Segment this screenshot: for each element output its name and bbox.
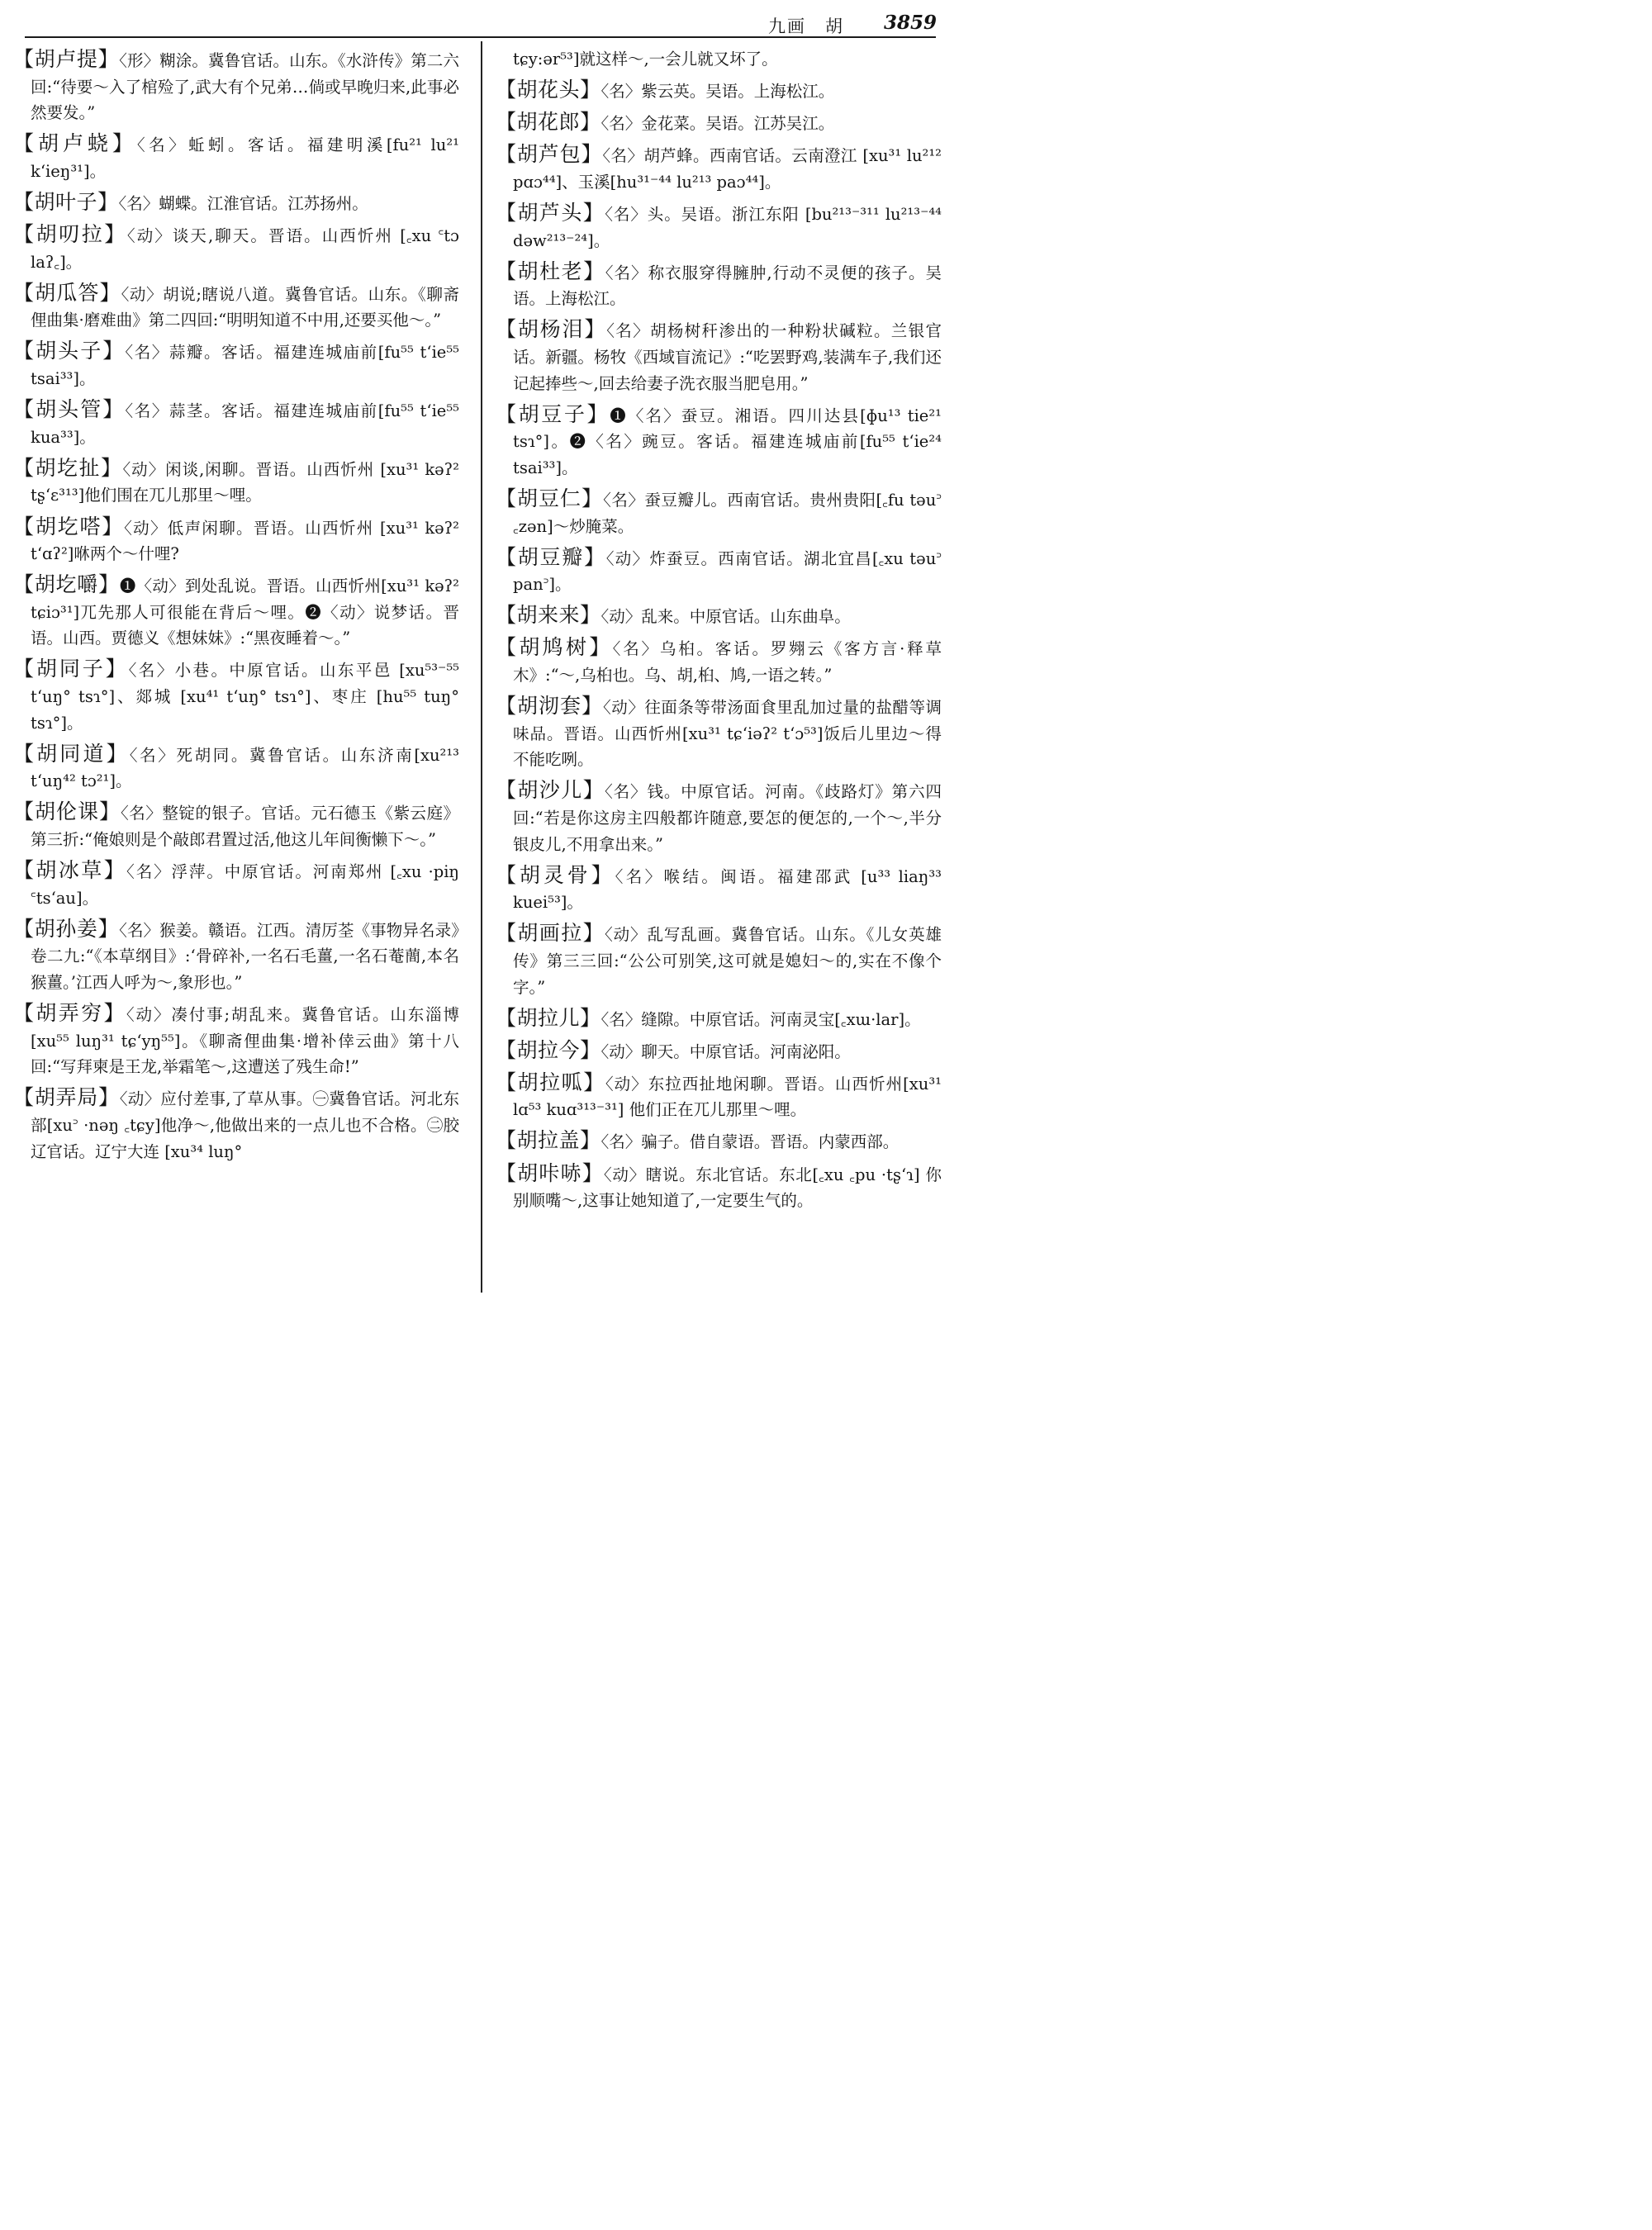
dictionary-entry — [496, 777, 942, 857]
dictionary-entry — [13, 916, 459, 996]
entry-headword: 【胡拉盖】 — [496, 1128, 601, 1153]
dictionary-entry — [496, 316, 942, 396]
entry-definition: 〈名〉蚕豆瓣儿。西南官话。贵州贵阳[꜀fu təu꜄ ꜀zən]～炒腌菜。 — [513, 490, 942, 536]
entry-definition: 〈名〉紫云英。吴语。上海松江。 — [601, 82, 835, 102]
entry-definition: 〈动〉东拉西扯地闲聊。晋语。山西忻州[xu³¹ lɑ⁵³ kuɑ³¹³⁻³¹] 他们正在兀儿那里～哩。 — [513, 1074, 942, 1120]
entry-definition: 〈动〉聊天。中原官话。河南泌阳。 — [601, 1041, 851, 1061]
entry-headword: 【胡沏套】 — [496, 694, 604, 719]
entry-headword: 【胡头管】 — [13, 397, 126, 422]
dictionary-entry — [13, 1000, 459, 1080]
left-column — [13, 46, 459, 1170]
entry-definition: 〈动〉凑付事;胡乱来。冀鲁官话。山东淄博[xu⁵⁵ luŋ³¹ tɕ‘yŋ⁵⁵]。《聊斋俚曲集·增补倖云曲》第十八回:“写拜柬是王龙,举霜笔～,这遭送了残生命!” — [31, 1005, 459, 1077]
entry-headword: 【胡叨拉】 — [13, 222, 127, 247]
entry-headword: 【胡拉今】 — [496, 1037, 601, 1062]
dictionary-entry — [13, 338, 459, 391]
entry-definition: 〈动〉闲谈,闲聊。晋语。山西忻州 [xu³¹ kəʔ² tʂ‘ɛ³¹³]他们围在兀儿那里～哩。 — [31, 459, 459, 505]
entry-headword: 【胡来来】 — [496, 603, 601, 628]
dictionary-entry — [496, 1160, 942, 1214]
dictionary-entry — [13, 221, 459, 275]
dictionary-entry — [496, 486, 942, 539]
entry-headword: 【胡豆仁】 — [496, 486, 604, 510]
entry-headword: 【胡豆瓣】 — [496, 544, 606, 569]
dictionary-entry — [496, 109, 942, 137]
entry-definition: 〈名〉头。吴语。浙江东阳 [bu²¹³⁻³¹¹ lu²¹³⁻⁴⁴ dəw²¹³⁻²⁴]。 — [513, 204, 942, 250]
entry-headword: 【胡豆子】 — [496, 401, 610, 426]
entry-definition: 〈名〉浮萍。中原官话。河南郑州 [꜀xu ·piŋ ꜂ts‘au]。 — [31, 862, 459, 908]
entry-definition: 〈动〉应付差事,了草从事。㊀冀鲁官话。河北东部[xu꜄ ·nəŋ ꜀tɕy]他净～,他做出来的一点儿也不合格。㊁胶辽官话。辽宁大连 [xu³⁴ luŋ° — [31, 1089, 459, 1161]
entry-definition: 〈名〉整锭的银子。官话。元石德玉《紫云庭》第三折:“俺娘则是个敲郎君置过活,他这儿年间衡懒下～。” — [31, 804, 459, 850]
entry-headword: 【胡弄穷】 — [13, 1001, 126, 1026]
entry-definition: ❶〈名〉蚕豆。湘语。四川达县[ɸu¹³ tie²¹ tsɿ°]。❷〈名〉豌豆。客话。福建连城庙前[fu⁵⁵ t‘ie²⁴ tsai³³]。 — [513, 406, 942, 477]
entry-headword: 【胡咔哧】 — [496, 1160, 604, 1185]
entry-definition: ❶〈动〉到处乱说。晋语。山西忻州[xu³¹ kəʔ² tɕiɔ³¹]兀先那人可很能在背后～哩。❷〈动〉说梦话。晋语。山西。贾德义《想妹妹》:“黑夜睡着～。” — [31, 576, 459, 648]
dictionary-entry — [496, 1005, 942, 1033]
entry-definition: 〈名〉称衣服穿得臃肿,行动不灵便的孩子。吴语。上海松江。 — [513, 263, 942, 309]
dictionary-entry — [496, 1070, 942, 1123]
entry-headword: 【胡拉呱】 — [496, 1070, 605, 1094]
entry-definition: 〈名〉缝隙。中原官话。河南灵宝[꜀xɯ·lar]。 — [601, 1009, 921, 1029]
dictionary-entry — [13, 1084, 459, 1165]
entry-headword: 【胡孙姜】 — [13, 916, 120, 941]
dictionary-entry — [496, 200, 942, 254]
entry-definition: 〈名〉猴姜。赣语。江西。清厉荃《事物异名录》卷二九:“《本草纲目》:‘骨碎补,一名石毛薑,一名石菴蕳,本名猴薑。’江西人呼为～,象形也。” — [31, 920, 459, 992]
dictionary-entry — [13, 572, 459, 652]
entry-headword: 【胡杜老】 — [496, 259, 605, 283]
dictionary-entry — [13, 46, 459, 126]
page-header — [25, 8, 936, 38]
entry-definition: 〈名〉蒜茎。客话。福建连城庙前[fu⁵⁵ t‘ie⁵⁵ kua³³]。 — [31, 401, 459, 447]
dictionary-entry — [496, 401, 942, 482]
entry-headword: 【胡圪扯】 — [13, 455, 123, 480]
dictionary-entry — [13, 130, 459, 184]
entry-headword: 【胡冰草】 — [13, 858, 127, 883]
entry-headword: 【胡芦包】 — [496, 142, 603, 167]
entry-definition: 〈动〉胡说;瞎说八道。冀鲁官话。山东。《聊斋俚曲集·磨难曲》第二四回:“明明知道不中用,还要买他～。” — [31, 284, 459, 330]
entry-headword: 【胡花郎】 — [496, 110, 601, 135]
entry-headword: 【胡鸠树】 — [496, 635, 613, 660]
entry-definition: 〈动〉谈天,聊天。晋语。山西忻州 [꜀xu ꜂tɔ laʔ꜀]。 — [31, 226, 459, 272]
dictionary-entry — [496, 920, 942, 1000]
entry-definition: 〈动〉乱写乱画。冀鲁官话。山东。《儿女英雄传》第三三回:“公公可别笑,这可就是媳妇～的,实在不像个字。” — [513, 925, 942, 997]
dictionary-entry — [496, 46, 942, 73]
entry-headword: 【胡同道】 — [13, 741, 130, 766]
dictionary-entry — [496, 141, 942, 195]
entry-headword: 【胡伦课】 — [13, 799, 121, 824]
entry-definition: 〈名〉死胡同。冀鲁官话。山东济南[xu²¹³ t‘uŋ⁴² tɔ²¹]。 — [31, 745, 459, 791]
entry-definition: 〈名〉蝴蝶。江淮官话。江苏扬州。 — [118, 193, 368, 213]
entry-headword: 【胡花头】 — [496, 78, 601, 102]
entry-definition: 〈名〉胡芦蜂。西南官话。云南澄江 [xu³¹ lu²¹² pɑɔ⁴⁴]、玉溪[hu³¹⁻⁴⁴ lu²¹³ paɔ⁴⁴]。 — [513, 146, 942, 192]
entry-headword: 【胡杨泪】 — [496, 317, 607, 342]
dictionary-entry — [496, 602, 942, 630]
entry-definition: 〈名〉喉结。闽语。福建邵武 [u³³ liaŋ³³ kuei⁵³]。 — [513, 866, 942, 913]
entry-definition: 〈动〉乱来。中原官话。山东曲阜。 — [601, 607, 851, 627]
dictionary-entry — [13, 514, 459, 567]
entry-definition: 〈动〉低声闲聊。晋语。山西忻州 [xu³¹ kəʔ² t‘ɑʔ²]咻两个～什哩? — [31, 518, 459, 564]
dictionary-entry — [13, 656, 459, 736]
dictionary-entry — [496, 693, 942, 773]
dictionary-entry — [496, 77, 942, 105]
page-number: 3859 — [884, 12, 938, 34]
dictionary-entry — [496, 862, 942, 916]
entry-definition: 〈名〉骗子。借自蒙语。晋语。内蒙西部。 — [601, 1132, 900, 1152]
dictionary-entry — [13, 741, 459, 795]
entry-headword: 【胡芦头】 — [496, 200, 605, 225]
dictionary-entry — [496, 544, 942, 598]
dictionary-entry — [496, 1037, 942, 1065]
entry-headword: 【胡弄局】 — [13, 1085, 120, 1110]
entry-headword: 【胡拉儿】 — [496, 1005, 601, 1030]
entry-headword: 【胡卢蛲】 — [13, 131, 137, 156]
entry-headword: 【胡画拉】 — [496, 921, 605, 946]
entry-headword: 【胡头子】 — [13, 339, 126, 363]
entry-headword: 【胡同子】 — [13, 657, 129, 681]
dictionary-entry — [13, 857, 459, 911]
entry-definition: 〈名〉乌桕。客话。罗翙云《客方言·释草木》:“～,乌桕也。乌、胡,桕、鸠,一语之转。” — [513, 639, 942, 685]
entry-definition: 〈名〉小巷。中原官话。山东平邑 [xu⁵³⁻⁵⁵ t‘uŋ° tsɿ°]、郯城 [xu⁴¹ t‘uŋ° tsɿ°]、枣庄 [hu⁵⁵ tuŋ° tsɿ°]。 — [31, 661, 459, 733]
entry-headword: 【胡沙儿】 — [496, 778, 605, 803]
dictionary-entry — [13, 280, 459, 334]
entry-definition: 〈名〉胡杨树秆渗出的一种粉状碱粒。兰银官话。新疆。杨牧《西域盲流记》:“吃罢野鸡,装满车子,我们还记起捧些～,回去给妻子洗衣服当肥皂用。” — [513, 321, 942, 393]
entry-headword: 【胡灵骨】 — [496, 862, 615, 887]
dictionary-entry — [13, 189, 459, 217]
entry-definition: tɕy:ər⁵³]就这样～,一会儿就又坏了。 — [513, 50, 778, 69]
dictionary-entry — [13, 455, 459, 509]
entry-definition: 〈名〉蒜瓣。客话。福建连城庙前[fu⁵⁵ t‘ie⁵⁵ tsai³³]。 — [31, 343, 459, 389]
entry-headword: 【胡卢提】 — [13, 47, 120, 71]
dictionary-entry — [496, 1127, 942, 1155]
section-title: 九画 胡 — [768, 17, 844, 36]
entry-definition: 〈名〉蚯蚓。客话。福建明溪[fu²¹ lu²¹ k‘ieŋ³¹]。 — [31, 135, 459, 181]
entry-definition: 〈名〉钱。中原官话。河南。《歧路灯》第六四回:“若是你这房主四般都许随意,要怎的便怎的,一个～,半分银皮儿,不用拿出来。” — [513, 782, 942, 854]
entry-definition: 〈形〉糊涂。冀鲁官话。山东。《水浒传》第二六回:“待要～入了棺殓了,武大有个兄弟…倘或早晚归来,此事必然要发。” — [31, 51, 459, 123]
dictionary-entry — [496, 634, 942, 688]
entry-definition: 〈动〉往面条等带汤面食里乱加过量的盐醋等调味品。晋语。山西忻州[xu³¹ tɕ‘iəʔ² t‘ɔ⁵³]饭后儿里边～得不能吃咧。 — [513, 698, 942, 770]
entry-definition: 〈动〉炸蚕豆。西南官话。湖北宜昌[꜀xu təu꜄ pan꜄]。 — [513, 548, 942, 595]
entry-headword: 【胡瓜答】 — [13, 280, 121, 305]
entry-definition: 〈动〉瞎说。东北官话。东北[꜀xu ꜀pu ·tʂ‘ɿ] 你别顺嘴～,这事让她知道了,一定要生气的。 — [513, 1165, 942, 1211]
entry-headword: 【胡叶子】 — [13, 189, 119, 214]
dictionary-entry — [13, 396, 459, 450]
dictionary-entry — [496, 259, 942, 312]
entry-headword: 【胡圪嗒】 — [13, 514, 125, 539]
entry-definition: 〈名〉金花菜。吴语。江苏吴江。 — [601, 114, 835, 134]
entry-headword: 【胡圪嚼】 — [13, 572, 120, 597]
dictionary-page — [0, 0, 961, 1298]
dictionary-entry — [13, 799, 459, 852]
column-divider — [481, 41, 482, 1293]
right-column — [496, 46, 942, 1218]
